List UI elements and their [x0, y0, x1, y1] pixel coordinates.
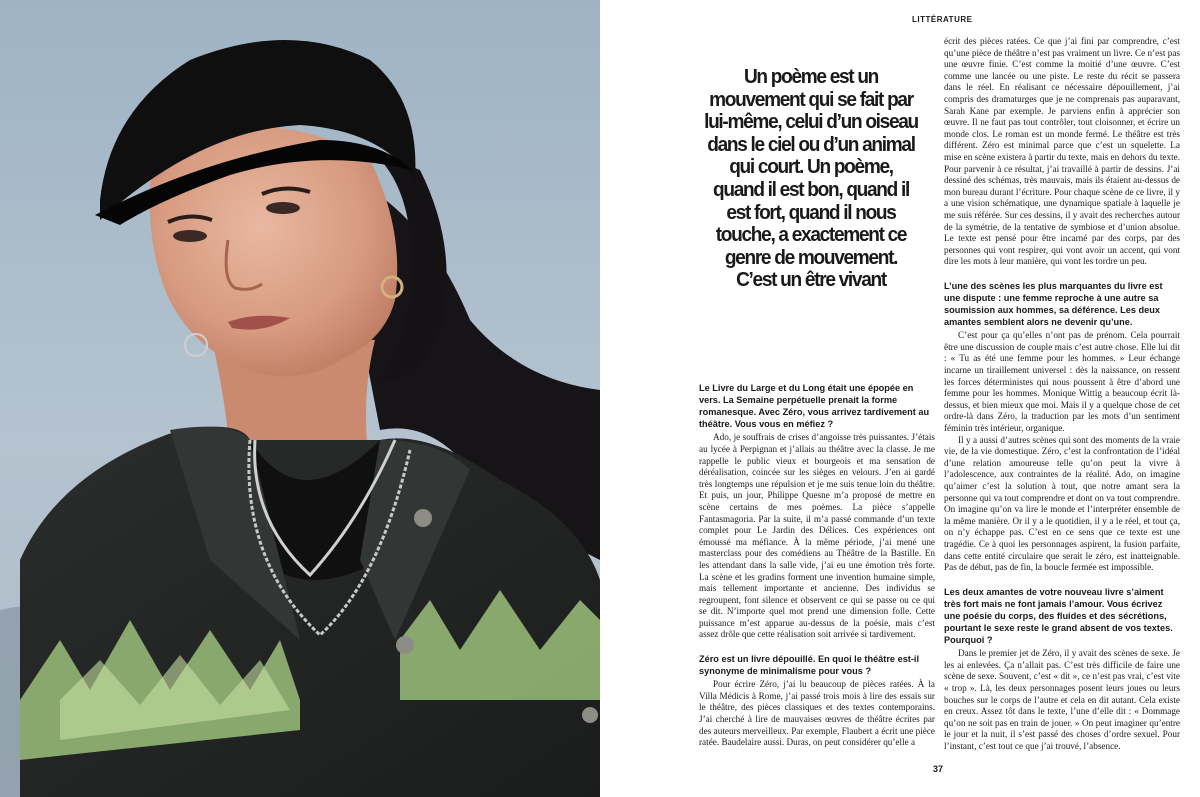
section-label: LITTÉRATURE	[912, 15, 973, 24]
left-column	[699, 382, 935, 749]
page-number: 37	[933, 764, 944, 774]
interview-question: Zéro est un livre dépouillé. En quoi le théâtre est-il synonyme de minimalisme pour vous ?	[699, 654, 920, 677]
interview-answer: C’est pour ça qu’elles n’ont pas de prénom. Cela pourrait être une discussion de couple mais c’est autre chose. Elle lui dit : « Tu as été une femme pour les hommes. » Leur échange incarne un tiraillement universel : dès la naissance, on ressent les forces déterministes qui nous poussent à être d’abord une femme pour les hommes. Monique Wittig a beaucoup écrit là-dessus, et bien mieux que moi. Mais il y a quelque chose de cet ordre-là dans Zéro, la traduction par les mots d’un sentiment féminin très intérieur, organique.	[944, 330, 1180, 433]
interview-answer: Ado, je souffrais de crises d’angoisse très puissantes. J’étais au lycée à Perpignan et j’allais au théâtre avec la classe. Je me rappelle le public vieux et bourgeois et ma sensation de déréalisation, coincée sur les sièges en velours. J’en ai gardé très longtemps une répulsion et je me suis tenue loin du théâtre. Et puis, un jour, Philippe Quesne m’a proposé de mettre en scène certains de mes poèmes. La pièce s’appelle Fantasmagoria. Par la suite, il m’a passé commande d’un texte complet pour Le Jardin des Délices. Ces expériences ont émoussé ma méfiance. À la même période, j’ai mené une masterclass pour des comédiens au Théâtre de la Bastille. En les attendant dans la salle vide, j’ai eu une émotion très forte. La scène et les gradins forment une invention humaine simple, mais tellement importante et ancienne. Des individus se regroupent, font silence et observent ce qui se passe ou ce qui se dit. N’importe quel mot prend une dimension folle. Cette puissance m’est apparue au-dessus de la poésie, mais c’est assez drôle que cette réalisation soit arrivée si tardivement.	[699, 432, 935, 640]
interview-question: Le Livre du Large et du Long était une épopée en vers. La Semaine perpétuelle prenait la forme romanesque. Avec Zéro, vous arrivez tardivement au théâtre. Vous vous en méfiez ?	[699, 383, 930, 430]
right-column	[944, 36, 1180, 753]
article-page	[600, 0, 1200, 797]
interview-answer: écrit des pièces ratées. Ce que j’ai fini par comprendre, c’est qu’une pièce de théâtre n’est pas vraiment un livre. Ce n’est pas une œuvre finie. C’est comme la moitié d’une œuvre. C’est comme une lancée ou une piste. Le reste du récit se passera dans le réel. En réalisant ce nécessaire dépouillement, j’ai compris des dramaturges que je ne comprenais pas auparavant, Sarah Kane par exemple. Je parviens enfin à apprécier son œuvre. Il ne faut pas tout contrôler, tout cloisonner, et écrire un monde clos. Le roman est un monde fermé. Le théâtre est très différent. Zéro est minimal parce que c’est un squelette. La mise en scène existera à partir du texte, mais en dehors du texte. Pour parvenir à ce résultat, j’ai travaillé à partir de dessins. J’ai dessiné des schémas, très mauvais, mais ils étaient au-dessus de mon bureau durant l’écriture. Pour chaque scène de ce livre, il y a une vision schématique, une dynamique spatiale à laquelle je me suis référée. Sur ces dessins, il y avait des recherches autour de la symétrie, de la tentative de symbiose et d’union absolue. Le texte est pensé pour être incarné par des corps, par des personnes qui vont respirer, qui vont avoir un accent, qui vont dire les mots à leur manière, qui vont les tordre un peu.	[944, 36, 1180, 267]
interview-question: L’une des scènes les plus marquantes du livre est une dispute : une femme reproche à une autre sa soumission aux hommes, sa déférence. Les deux amantes semblent alors ne devenir qu’une.	[944, 280, 1163, 328]
interview-answer: Pour écrire Zéro, j’ai lu beaucoup de pièces ratées. À la Villa Médicis à Rome, j’ai passé trois mois à lire des essais sur le théâtre, des pièces classiques et des textes contemporains. J’ai cherché à lire de mauvaises œuvres de théâtre écrites par des auteurs merveilleux. Par exemple, Flaubert a écrit une pièce ratée. Baudelaire aussi. Duras, on peut considérer qu’elle a	[699, 679, 935, 748]
interview-answer: Dans le premier jet de Zéro, il y avait des scènes de sexe. Je les ai enlevées. Ça n’allait pas. C’est très difficile de faire une scène de sexe. Souvent, c’est « dit », ce n’est pas vrai, c’est vite « trop ». Là, les deux personnages posent leurs joues ou leurs bouches sur le corps de l’autre et cela en dit autant. Cela existe en creux. Assez tôt dans le texte, l’une d’elle dit : « Dommage qu’on ne soit pas en train de jouer. » On peut imaginer qu’entre le jour et la nuit, il s’est passé des choses d’ordre sexuel. Pour l’instant, c’est tout ce que j’ai trouvé, l’absence.	[944, 648, 1180, 751]
interview-answer: Il y a aussi d’autres scènes qui sont des moments de la vraie vie, de la vie domestique. Zéro, c’est la confrontation de l’idéal d’une relation amoureuse telle qu’on peut la vivre à l’adolescence, aux contraintes de la réalité. Ado, on imagine qu’aimer c’est la solution à tout, que notre amant sera la personne qui va tout comprendre et dont on va tout comprendre. On imagine qu’on va lire le monde et l’interpréter ensemble de la même manière. Or il y a le quotidien, il y a le réel, et tout ça, on n’y échappe pas. C’est en ce sens que ce texte est une tragédie. Ce à quoi les personnages aspirent, la fusion parfaite, dans cette entité circulaire que serait le zéro, est inatteignable. Pas de début, pas de fin, la boucle fermée est impossible.	[944, 434, 1180, 573]
interview-question: Les deux amantes de votre nouveau livre s’aiment très fort mais ne font jamais l’amour. Vous écrivez une poésie du corps, des fluides et des sécrétions, pourtant le sexe reste le grand absent de vos textes. Pourquoi ?	[944, 586, 1173, 646]
pull-quote: Un poème est un mouvement qui se fait par lui-même, celui d’un oiseau dans le ciel ou d’un animal qui court. Un poème, quand il est bon, quand il est fort, quand il nous touche, a exactement ce genre de mouvement. C’est un être vivant	[704, 65, 918, 292]
